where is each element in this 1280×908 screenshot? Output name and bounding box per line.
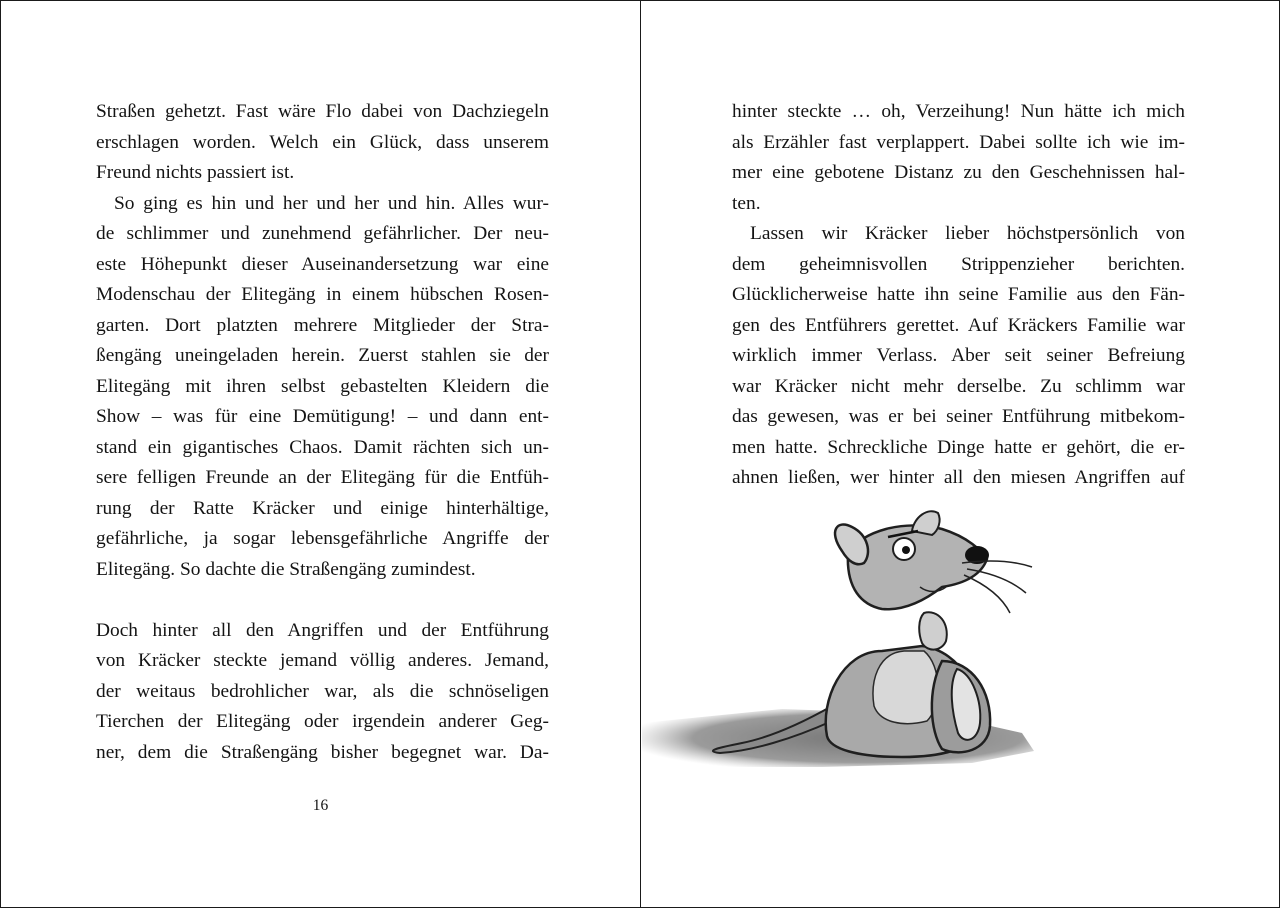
paragraph	[96, 616, 549, 769]
text-line: sere felligen Freunde an der Elitegäng für die Entfüh-	[96, 467, 549, 488]
text-line: rung der Ratte Kräcker und einige hinterhältige,	[96, 497, 549, 519]
rat-belly	[873, 651, 938, 724]
text-line: dem geheimnisvollen Strippenzieher berichten.	[732, 253, 1185, 275]
text-line: von Kräcker steckte jemand völlig anderes. Jemand,	[96, 650, 549, 671]
text-line: mer eine gebotene Distanz zu den Geschehnissen hal-	[732, 162, 1185, 183]
text-line: So ging es hin und her und her und hin. Alles wur-	[114, 192, 549, 214]
rat-ear	[835, 524, 868, 564]
paragraph	[732, 189, 1185, 220]
paragraph	[96, 219, 549, 555]
paragraph	[96, 97, 549, 158]
paragraph	[96, 158, 549, 189]
text-line: Modenschau der Elitegäng in einem hübschen Rosen-	[96, 284, 549, 305]
text-line: ahnen ließen, wer hinter all den miesen Angriffen auf	[732, 467, 1185, 488]
paragraph	[732, 97, 1185, 189]
paragraph	[96, 555, 549, 586]
text-line: war Kräcker nicht mehr derselbe. Zu schlimm war	[732, 375, 1185, 397]
text-line: men hatte. Schreckliche Dinge hatte er gehört, die er-	[732, 436, 1185, 458]
text-line: das gewesen, was er bei seiner Entführung mitbekom-	[732, 406, 1185, 427]
text-line: gen des Entführers gerettet. Auf Kräckers Familie war	[732, 314, 1185, 336]
rat-head	[848, 525, 987, 609]
paragraph	[732, 219, 1185, 250]
text-line: Show – was für eine Demütigung! – und dann ent-	[96, 406, 549, 427]
text-line: Glücklicherweise hatte ihn seine Familie aus den Fän-	[732, 284, 1185, 305]
paragraph	[96, 189, 549, 220]
text-line: ten.	[732, 192, 761, 214]
text-line: de schlimmer und zunehmend gefährlicher. Der neu-	[96, 223, 549, 244]
text-line: gefährliche, ja sogar lebensgefährliche Angriffe der	[96, 528, 549, 549]
page-number: 16	[312, 797, 329, 814]
text-line: Doch hinter all den Angriffen und der Entführung	[96, 619, 549, 641]
text-line: Lassen wir Kräcker lieber höchstpersönlich von	[750, 223, 1185, 244]
text-line: Tierchen der Elitegäng oder irgendein anderer Geg-	[96, 711, 549, 732]
text-line: wirklich immer Verlass. Aber seit seiner Befreiung	[732, 345, 1185, 366]
left-page	[96, 97, 549, 768]
page-gutter	[640, 1, 641, 907]
right-page	[732, 97, 1185, 494]
rat-paw	[919, 612, 947, 649]
rat-illustration	[642, 501, 1038, 773]
text-line: ner, dem die Straßengäng bisher begegnet war. Da-	[96, 741, 549, 763]
text-line: stand ein gigantisches Chaos. Damit rächten sich un-	[96, 436, 549, 458]
paragraph	[732, 250, 1185, 494]
text-line: este Höhepunkt dieser Auseinandersetzung war eine	[96, 253, 549, 275]
text-line: Freund nichts passiert ist.	[96, 162, 295, 183]
text-line: Elitegäng. So dachte die Straßengäng zumindest.	[96, 558, 476, 580]
text-line: erschlagen worden. Welch ein Glück, dass unserem	[96, 131, 549, 153]
text-line: garten. Dort platzten mehrere Mitglieder der Stra-	[96, 314, 549, 336]
text-line: ßengäng uneingeladen herein. Zuerst stahlen sie der	[96, 345, 549, 366]
text-line: Straßen gehetzt. Fast wäre Flo dabei von Dachziegeln	[96, 101, 549, 122]
text-line: als Erzähler fast verplappert. Dabei sollte ich wie im-	[732, 131, 1185, 153]
text-line: der weitaus bedrohlicher war, als die schnöseligen	[96, 680, 549, 702]
rat-pupil	[902, 546, 910, 554]
text-line: Elitegäng mit ihren selbst gebastelten Kleidern die	[96, 375, 549, 397]
text-line: hinter steckte … oh, Verzeihung! Nun hätte ich mich	[732, 101, 1185, 122]
